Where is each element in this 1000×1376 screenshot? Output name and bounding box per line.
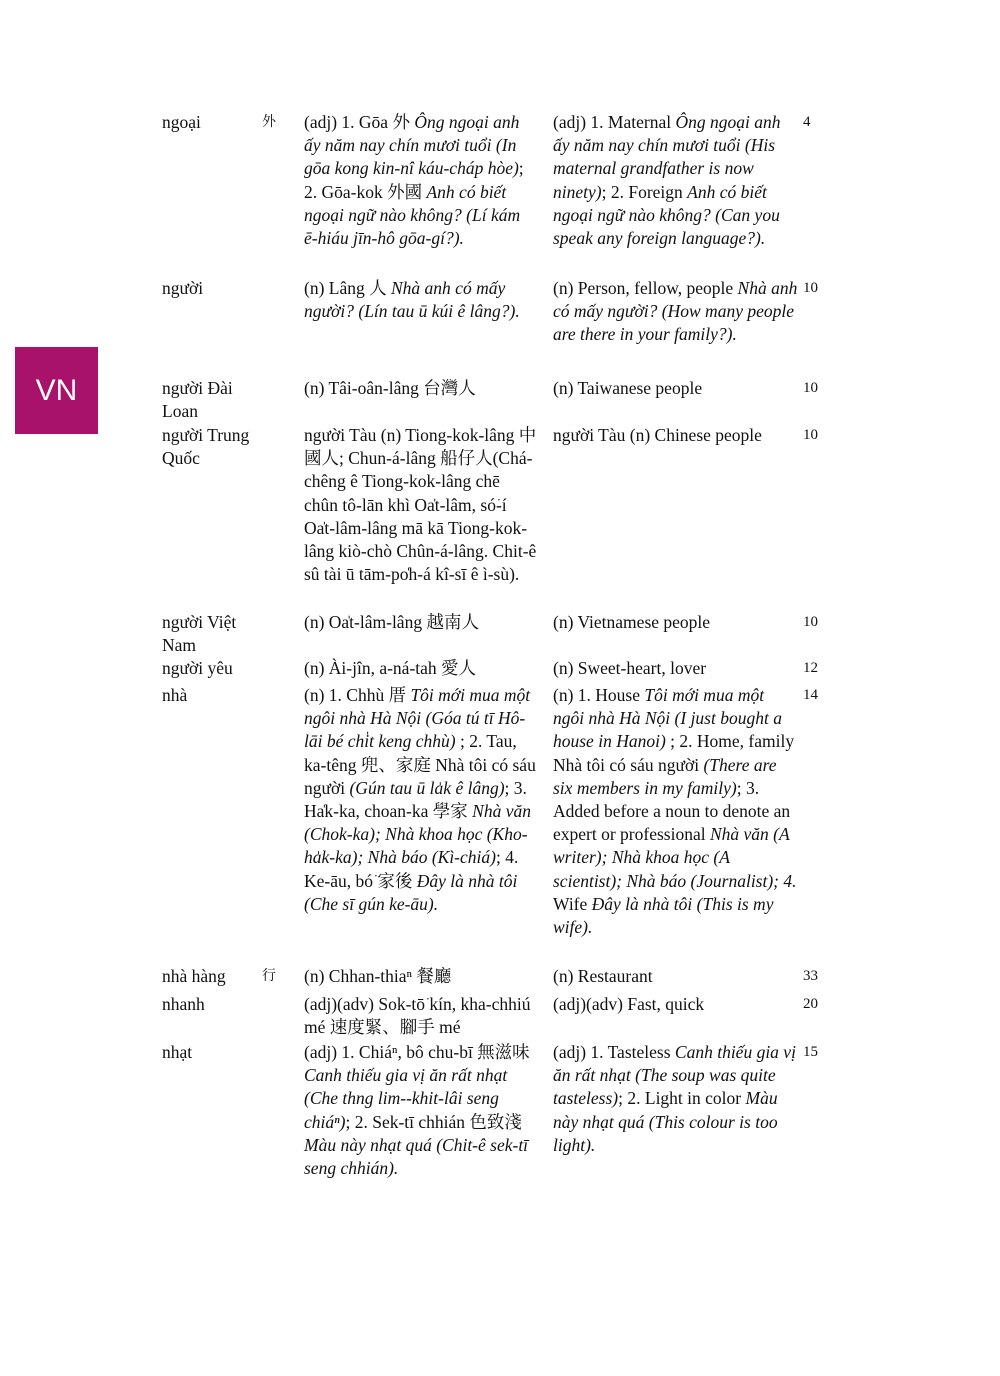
definition-text: ; 2. Home, family Nhà tôi có sáu người: [553, 731, 795, 775]
taiwanese-definition: [304, 993, 538, 1039]
example-text: (There are six members in my family): [553, 754, 777, 798]
english-definition: [553, 965, 799, 988]
definition-text: người Tàu (n) Chinese people: [553, 425, 762, 445]
english-definition: [553, 277, 799, 347]
example-text: Nhà anh có mấy người? (How many people are there in your family?).: [553, 278, 798, 345]
example-text: Canh thiếu gia vị ăn rất nhạt (The soup was quite tasteless): [553, 1042, 796, 1109]
taiwanese-definition: [304, 611, 538, 634]
definition-text: người Tàu (n) Tiong-kok-lâng 中國人; Chun-á-lâng 船仔人(Chá-chêng ê Tiong-kok-lâng chē chûn tô-lān khì Oa̍t-lâm, só͘-í Oa̍t-lâm-lâng mā kā Tiong-kok-lâng kiò-chò Chûn-á-lâng. Chit-ê sû tài ū tām-po̍h-á kî-sī ê ì-sù).: [304, 425, 537, 585]
english-definition: [553, 377, 799, 400]
definition-text: (n) 1. Chhù 厝: [304, 685, 411, 705]
page-reference: 33: [803, 968, 818, 984]
page-reference: 4: [803, 114, 811, 130]
definition-text: (adj) 1. Gōa 外: [304, 112, 415, 132]
definition-text: (n) 1. House: [553, 685, 645, 705]
example-text: Canh thiếu gia vị ăn rất nhạt (Che thng lim--khit-lâi seng chiáⁿ): [304, 1065, 508, 1132]
definition-text: ; 3. Added before a noun to denote an expert or professional: [553, 777, 791, 845]
definition-text: (n) Lâng 人: [304, 278, 391, 298]
definition-text: (n) Ài-jîn, a-ná-tah 愛人: [304, 658, 477, 678]
example-text: Nhà anh có mấy người? (Lín tau ū kúi ê lâng?).: [304, 278, 520, 322]
example-text: Đây là nhà tôi (This is my wife).: [553, 893, 774, 938]
definition-text: (adj) 1. Chiáⁿ, bô chu-bī 無滋味: [304, 1042, 530, 1062]
definition-text: (n) Sweet-heart, lover: [553, 658, 707, 678]
definition-text: (n) Taiwanese people: [553, 378, 703, 398]
english-definition: [553, 1041, 799, 1157]
page-reference: 20: [803, 996, 818, 1012]
english-definition: [553, 993, 799, 1016]
example-text: Màu này nhạt quá (This colour is too light).: [553, 1088, 778, 1155]
english-definition: [553, 424, 799, 447]
taiwanese-definition: [304, 111, 538, 250]
definition-text: (adj)(adv) Sok-tō͘ kín, kha-chhiú mé 速度緊、腳手 mé: [304, 994, 531, 1038]
definition-text: (n) Restaurant: [553, 966, 653, 986]
headword: nhà hàng: [162, 966, 226, 986]
taiwanese-definition: [304, 277, 538, 323]
english-definition: [553, 611, 799, 634]
definition-text: ; 4. Ke-āu, bó͘ 家後: [304, 847, 519, 891]
headword: người Trung Quốc: [162, 425, 250, 469]
headword-hanzi: 外: [262, 114, 276, 130]
example-text: Tôi mới mua một ngôi nhà Hà Nội (Góa tú tī Hô-lāi bé chi̍t keng chhù): [304, 685, 531, 752]
taiwanese-definition: [304, 1041, 538, 1180]
definition-text: (n) Vietnamese people: [553, 612, 711, 632]
page-reference: 15: [803, 1044, 818, 1060]
definition-text: (n) Tâi-oân-lâng 台灣人: [304, 378, 476, 398]
definition-text: ; 2. Foreign: [601, 181, 688, 202]
headword: người Đài Loan: [162, 378, 233, 422]
definition-text: ; 2. Gōa-kok 外國: [304, 158, 524, 202]
example-text: Anh có biết ngoại ngữ nào không? (Lí kám ē-hiáu jīn-hô gōa-gí?).: [304, 181, 521, 249]
taiwanese-definition: [304, 657, 538, 680]
page-reference: 10: [803, 280, 818, 296]
taiwanese-definition: [304, 377, 538, 400]
english-definition: [553, 111, 799, 250]
headword: người: [162, 278, 204, 298]
definition-text: (adj)(adv) Fast, quick: [553, 994, 705, 1014]
section-tab-label: VN: [35, 373, 78, 407]
example-text: Ông ngoại anh ấy năm nay chín mươi tuổi (In gōa kong kin-nî káu-cháp hòe): [304, 112, 520, 179]
headword: ngoại: [162, 112, 201, 132]
definition-text: (n) Person, fellow, people: [553, 278, 738, 298]
definition-text: ; 2. Tau, ka-têng 兜、家庭 Nhà tôi có sáu người: [304, 731, 536, 798]
headword: nhạt: [162, 1042, 193, 1062]
definition-text: (n) Oa̍t-lâm-lâng 越南人: [304, 612, 479, 632]
definition-text: (adj) 1. Tasteless: [553, 1042, 675, 1062]
headword: nhanh: [162, 994, 205, 1014]
definition-text: ; 2. Light in color: [618, 1088, 746, 1109]
english-definition: [553, 684, 799, 939]
example-text: (Gún tau ū la̍k ê lâng): [349, 777, 505, 798]
definition-text: ; 2. Sek-tī chhián 色致淺: [345, 1111, 522, 1132]
definition-text: ; 3. Ha̍k-ka, choan-ka 學家: [304, 777, 527, 822]
example-text: Nhà văn (Chok-ka); Nhà khoa học (Kho-ha̍k-ka); Nhà báo (Kì-chiá): [304, 801, 531, 868]
example-text: Nhà văn (A writer); Nhà khoa học (A scientist); Nhà báo (Journalist); 4.: [553, 824, 797, 891]
taiwanese-definition: [304, 424, 538, 586]
page-reference: 10: [803, 427, 818, 443]
definition-text: (n) Chhan-thiaⁿ 餐廳: [304, 966, 452, 986]
example-text: Màu này nhạt quá (Chit-ê sek-tī seng chhián).: [304, 1134, 529, 1179]
page-reference: 14: [803, 687, 818, 703]
headword: người yêu: [162, 658, 233, 678]
definition-text: Wife: [553, 893, 592, 914]
taiwanese-definition: [304, 684, 538, 916]
english-definition: [553, 657, 799, 680]
page-reference: 10: [803, 380, 818, 396]
definition-text: (adj) 1. Maternal: [553, 112, 676, 132]
page-reference: 10: [803, 614, 818, 630]
example-text: Anh có biết ngoại ngữ nào không? (Can you speak any foreign language?).: [553, 181, 780, 249]
headword-hanzi: 行: [262, 968, 276, 984]
headword: người Việt Nam: [162, 612, 237, 656]
headword: nhà: [162, 685, 188, 705]
example-text: Đây là nhà tôi (Che sī gún ke-āu).: [304, 870, 518, 914]
taiwanese-definition: [304, 965, 538, 988]
page-reference: 12: [803, 660, 818, 676]
example-text: Tôi mới mua một ngôi nhà Hà Nội (I just bought a house in Hanoi): [553, 685, 782, 752]
example-text: Ông ngoại anh ấy năm nay chín mươi tuổi (His maternal grandfather is now ninety): [553, 112, 781, 202]
section-tab-vn: [15, 347, 98, 434]
